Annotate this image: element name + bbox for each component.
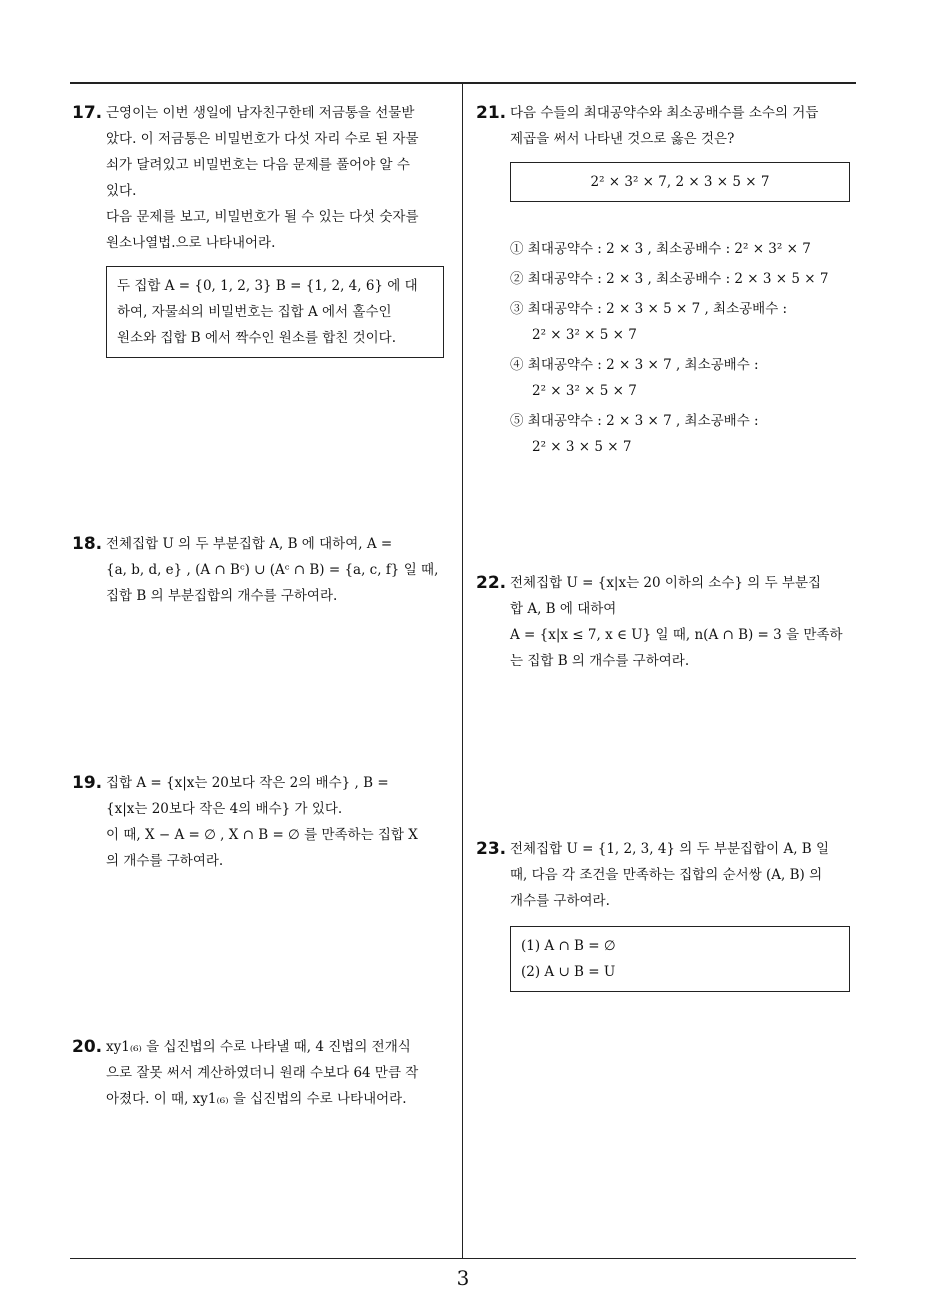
bottom-rule: [70, 1258, 856, 1259]
question-text-line: 의 개수를 구하여라.: [106, 853, 224, 869]
question-number: 22.: [476, 573, 507, 593]
question-text-line: xy1₍₆₎ 을 십진법의 수로 나타낼 때, 4 진법의 전개식: [106, 1039, 411, 1055]
question-number: 19.: [72, 773, 103, 793]
condition-box: [510, 926, 850, 992]
choice-3[interactable]: [510, 296, 868, 348]
question-text-line: 합 A, B 에 대하여: [510, 601, 617, 617]
question-text-line: 개수를 구하여라.: [510, 893, 610, 909]
question-18: [72, 531, 462, 609]
given-numbers-box: [510, 162, 850, 202]
question-text-line: 다음 문제를 보고, 비밀번호가 될 수 있는 다섯 숫자를: [106, 209, 419, 225]
choice-text-cont: 2² × 3² × 5 × 7: [532, 327, 637, 343]
choice-5[interactable]: [510, 408, 868, 460]
question-19: [72, 770, 462, 874]
question-text-line: 집합 A = {x|x는 20보다 작은 2의 배수} , B =: [106, 775, 389, 791]
choice-text: ① 최대공약수 : 2 × 3 , 최소공배수 : 2² × 3² × 7: [510, 241, 811, 257]
box-text-line: 하여, 자물쇠의 비밀번호는 집합 A 에서 홀수인: [117, 304, 392, 320]
question-22: [476, 570, 868, 674]
question-text-line: 쇠가 달려있고 비밀번호는 다음 문제를 풀어야 알 수: [106, 157, 410, 173]
box-text-line: 두 집합 A = {0, 1, 2, 3} B = {1, 2, 4, 6} 에 대: [117, 278, 418, 294]
question-number: 17.: [72, 103, 103, 123]
top-rule: [70, 82, 856, 84]
question-text-line: 있다.: [106, 183, 137, 199]
choice-text: ④ 최대공약수 : 2 × 3 × 7 , 최소공배수 :: [510, 357, 759, 373]
question-text-line: 다음 수들의 최대공약수와 최소공배수를 소수의 거듭: [510, 105, 819, 121]
box-text-line: (1) A ∩ B = ∅: [521, 938, 616, 954]
choice-text: ② 최대공약수 : 2 × 3 , 최소공배수 : 2 × 3 × 5 × 7: [510, 271, 829, 287]
question-number: 18.: [72, 534, 103, 554]
question-text-line: 이 때, X − A = ∅ , X ∩ B = ∅ 를 만족하는 집합 X: [106, 827, 418, 843]
question-20: [72, 1034, 462, 1112]
question-text-line: 는 집합 B 의 개수를 구하여라.: [510, 653, 690, 669]
question-text-line: 전체집합 U 의 두 부분집합 A, B 에 대하여, A =: [106, 536, 393, 552]
box-text-line: (2) A ∪ B = U: [521, 964, 616, 980]
question-23: [476, 836, 868, 992]
choice-4[interactable]: [510, 352, 868, 404]
choice-2[interactable]: [510, 266, 868, 292]
question-text-line: A = {x|x ≤ 7, x ∈ U} 일 때, n(A ∩ B) = 3 을 만족하: [510, 627, 843, 643]
question-text-line: 원소나열법.으로 나타내어라.: [106, 235, 276, 251]
box-text: 2² × 3² × 7, 2 × 3 × 5 × 7: [590, 174, 770, 190]
question-text-line: 아졌다. 이 때, xy1₍₆₎ 을 십진법의 수로 나타내어라.: [106, 1091, 407, 1107]
choice-text: ⑤ 최대공약수 : 2 × 3 × 7 , 최소공배수 :: [510, 413, 759, 429]
question-text-line: 았다. 이 저금통은 비밀번호가 다섯 자리 수로 된 자물: [106, 131, 419, 147]
choice-text-cont: 2² × 3² × 5 × 7: [532, 383, 637, 399]
question-17: [72, 100, 462, 358]
choice-text: ③ 최대공약수 : 2 × 3 × 5 × 7 , 최소공배수 :: [510, 301, 788, 317]
question-text-line: {a, b, d, e} , (A ∩ Bᶜ) ∪ (Aᶜ ∩ B) = {a, c, f} 일 때,: [106, 562, 439, 578]
question-number: 20.: [72, 1037, 103, 1057]
question-text-line: 집합 B 의 부분집합의 개수를 구하여라.: [106, 588, 338, 604]
question-text-line: 전체집합 U = {1, 2, 3, 4} 의 두 부분집합이 A, B 일: [510, 841, 830, 857]
answer-choices: [510, 236, 868, 460]
question-number: 23.: [476, 839, 507, 859]
question-text-line: 제곱을 써서 나타낸 것으로 옳은 것은?: [510, 131, 735, 147]
condition-box: [106, 266, 444, 358]
question-21: [476, 100, 868, 464]
choice-text-cont: 2² × 3 × 5 × 7: [532, 439, 632, 455]
question-text-line: 근영이는 이번 생일에 남자친구한테 저금통을 선물받: [106, 105, 415, 121]
question-number: 21.: [476, 103, 507, 123]
choice-1[interactable]: [510, 236, 868, 262]
question-text-line: 으로 잘못 써서 계산하였더니 원래 수보다 64 만큼 작: [106, 1065, 419, 1081]
question-text-line: 전체집합 U = {x|x는 20 이하의 소수} 의 두 부분집: [510, 575, 822, 591]
question-text-line: 때, 다음 각 조건을 만족하는 집합의 순서쌍 (A, B) 의: [510, 867, 823, 883]
page-number: 3: [456, 1266, 470, 1290]
column-divider: [462, 83, 463, 1259]
question-text-line: {x|x는 20보다 작은 4의 배수} 가 있다.: [106, 801, 343, 817]
box-text-line: 원소와 집합 B 에서 짝수인 원소를 합친 것이다.: [117, 330, 396, 346]
